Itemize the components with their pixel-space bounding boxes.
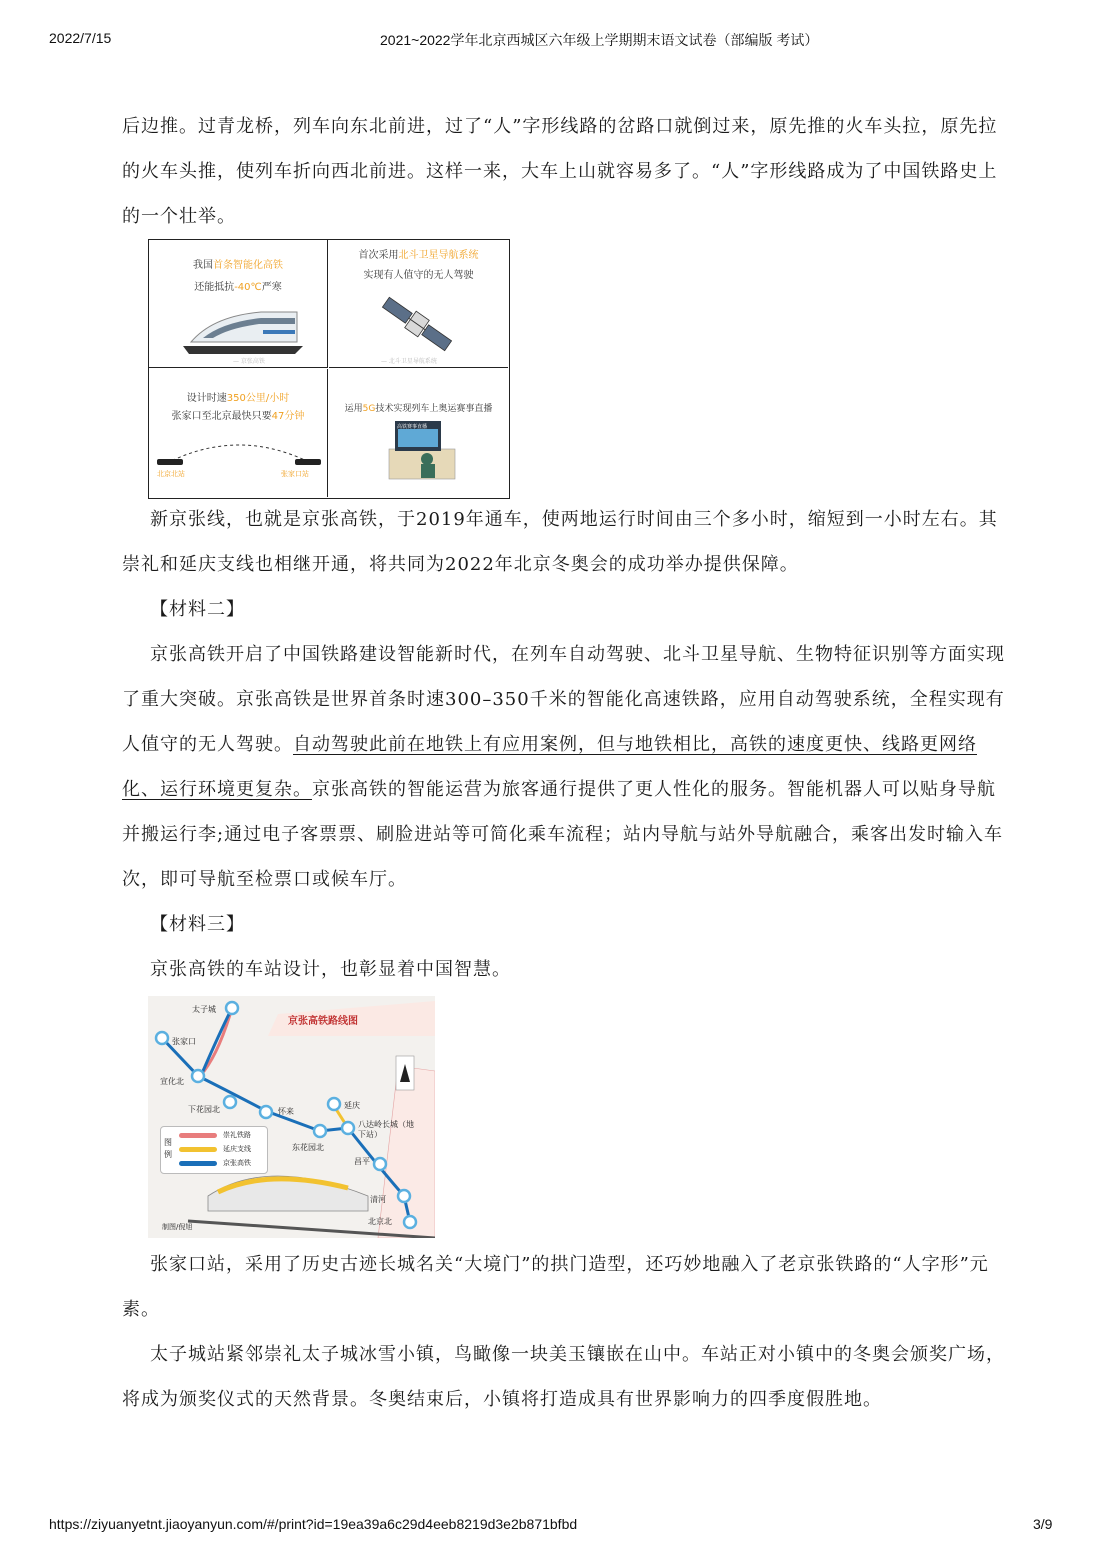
paragraph-3-part-b: 京张高铁的智能运营为旅客通行提供了更人性化的服务。智能机器人可以贴身导航并搬运行李;通过电子客票票、刷脸进站等可简化乘车流程；站内导航与站外导航融合，乘客出发时输入车次，即可导航至检票口或候车厅。 [122,779,1004,890]
cell-2-line-2: 实现有人值守的无人驾驶 [363,270,474,281]
c1-l2-highlight: -40℃ [234,282,262,293]
legend-swatch-jingzhang [179,1161,217,1166]
page-title: 2021~2022学年北京西城区六年级上学期期末语文试卷（部编版 考试） [380,32,819,48]
paragraph-3-part-a: 京张高铁开启了中国铁路建设智能新时代，在列车自动驾驶、北斗卫星导航、生物特征识别等方面实现了重大突破。京张高铁是世界首条时速300–350千米的智能化高速铁路，应用自动驾驶系统，全程实现有人值守的无人驾驶。 [122,644,1005,755]
c4-post: 技术实现列车上奥运赛事直播 [375,404,493,414]
figure-cell-smart-train [149,240,328,368]
figure-cell-5g [329,369,508,497]
paragraph-3 [122,632,1006,902]
legend-swatch-yanqing [179,1147,217,1152]
station-qinghe: 清河 [370,1195,386,1204]
high-speed-train-icon [183,302,303,356]
paragraph-3-underlined: 自动驾驶此前在地铁上有应用案例，但与地铁相比，高铁的速度更快、线路更网络化、运行环境更复杂。 [122,734,977,800]
c4-pre: 运用 [344,404,363,414]
cell-3-line-2 [149,407,327,427]
paragraph-4-text: 京张高铁的车站设计，也彰显着中国智慧。 [150,959,511,980]
closing-paragraphs [122,1242,1006,1422]
c2-caption: — 北斗卫星导航系统 [381,358,437,365]
paragraph-2 [122,497,1006,992]
figure-cell-beidou [329,240,508,368]
legend-yanqing: 延庆支线 [223,1145,251,1153]
c1-caption: — 京张高铁 [233,358,265,365]
c3-l2-highlight: 47分钟 [271,411,305,422]
c2-highlight: 北斗卫星导航系统 [398,250,479,261]
cell-2-line-1 [329,246,508,266]
c3-left-label: 北京北站 [157,470,185,478]
page-number: 3/9 [1033,1516,1053,1532]
c1-pre: 我国 [193,260,213,271]
paragraph-5-text: 张家口站，采用了历史古迹长城名关“大境门”的拱门造型，还巧妙地融入了老京张铁路的“人字形”元素。 [122,1254,989,1320]
station-taizicheng: 太子城 [192,1005,216,1014]
c1-l2-pre: 还能抵抗 [194,282,235,293]
cell-3-line-1 [149,389,327,409]
station-huailai: 怀来 [278,1107,294,1116]
route-arc-icon [155,433,323,469]
route-map-lines [148,996,435,1238]
station-badaling: 八达岭长城（地下站） [358,1120,414,1139]
legend-jingzhang: 京张高铁 [223,1159,251,1167]
c3-l2-pre: 张家口至北京最快只要 [171,411,272,422]
station-xiahuayuanbei: 下花园北 [188,1105,220,1114]
station-xuanhuabei: 宣化北 [160,1077,184,1086]
legend-label: 图例 [164,1138,172,1159]
map-credit: 制图/倪旭 [162,1223,193,1231]
route-map [148,996,435,1238]
features-figure [148,239,510,499]
paragraph-1-text: 后边推。过青龙桥，列车向东北前进，过了“人”字形线路的岔路口就倒过来，原先推的火车头拉，原先拉的火车头推，使列车折向西北前进。这样一来，大车上山就容易多了。“人”字形线路成为了中国铁路史上的一个壮举。 [122,116,998,227]
station-changping: 昌平 [354,1157,370,1166]
c4-screen-text: 高铁赛事直播 [397,424,428,430]
c2-pre: 首次采用 [358,250,399,261]
legend-swatch-chongli [179,1133,217,1138]
paragraph-1 [122,104,1006,239]
c3-highlight: 350公里/小时 [226,393,290,404]
satellite-icon [375,292,459,356]
paragraph-6-text: 太子城站紧邻崇礼太子城冰雪小镇，鸟瞰像一块美玉镶嵌在山中。车站正对小镇中的冬奥会颁奖广场，将成为颁奖仪式的天然背景。冬奥结束后，小镇将打造成具有世界影响力的四季度假胜地。 [122,1344,1005,1410]
station-yanqing: 延庆 [344,1101,360,1110]
material-3-title: 【材料三】 [150,914,245,935]
c1-highlight: 首条智能化高铁 [213,260,283,271]
map-legend [160,1126,268,1174]
legend-chongli: 崇礼铁路 [223,1131,251,1139]
station-donghuayuanbei: 东花园北 [292,1143,324,1152]
material-2-title: 【材料二】 [150,599,245,620]
station-beijingbei: 北京北 [368,1217,392,1226]
map-title: 京张高铁路线图 [288,1016,358,1027]
c3-pre: 设计时速 [186,393,227,404]
paragraph-2-text: 新京张线，也就是京张高铁，于2019年通车，使两地运行时间由三个多小时，缩短到一小时左右。其崇礼和延庆支线也相继开通，将共同为2022年北京冬奥会的成功举办提供保障。 [122,509,998,575]
c1-l2-post: 严寒 [261,282,282,293]
page-url: https://ziyuanyetnt.jiaoyanyun.com/#/print?id=19ea39a6c29d4eeb8219d3e2b871bfbd [49,1516,578,1532]
cell-4-line-1 [329,399,508,419]
cell-1-line-2 [149,278,327,298]
station-zhangjiakou: 张家口 [172,1037,196,1046]
print-date: 2022/7/15 [49,30,112,46]
c4-highlight: 5G [362,404,376,414]
figure-cell-speed [149,369,328,497]
cell-1-line-1 [149,256,327,276]
c3-right-label: 张家口站 [281,470,309,478]
